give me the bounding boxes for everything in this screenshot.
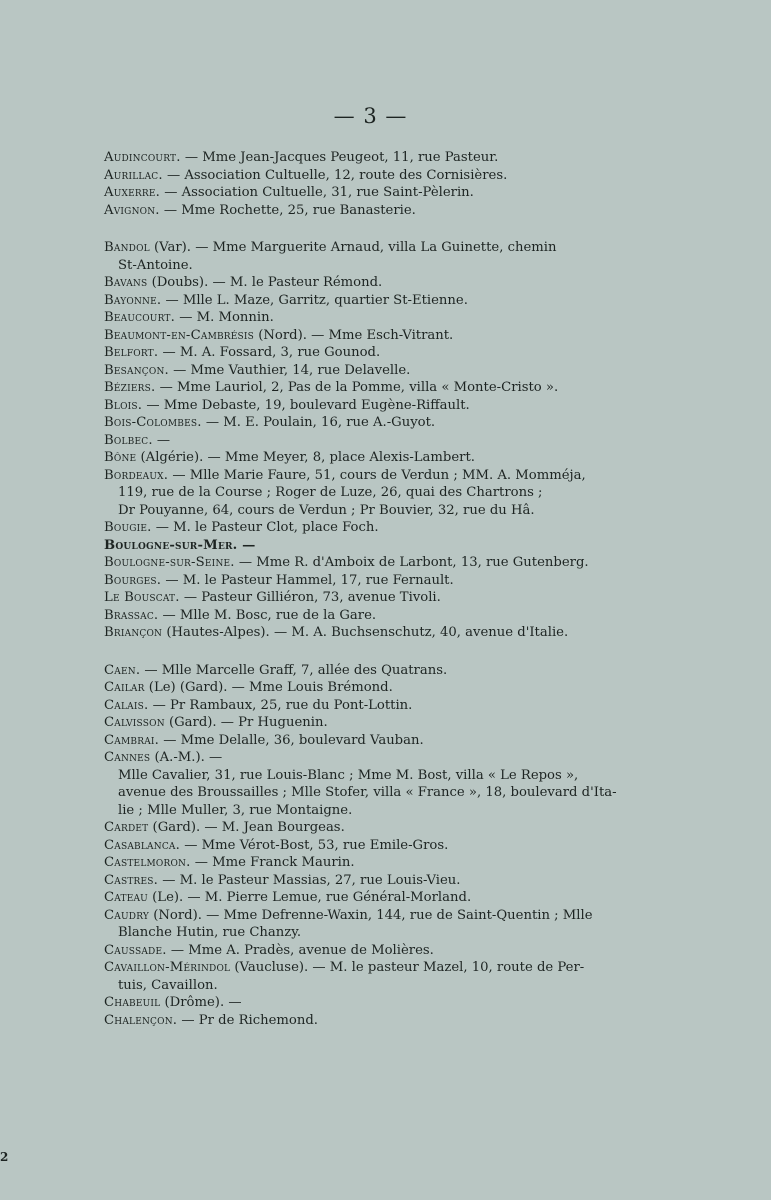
entry-text: — M. le Pasteur Massias, 27, rue Louis-Vieu. <box>158 872 461 888</box>
city-name: Bône <box>104 450 137 465</box>
city-name: Blois. <box>104 397 143 413</box>
entry-text: — Pr Rambaux, 25, rue du Pont-Lottin. <box>148 697 413 713</box>
entry-text: — <box>152 432 171 448</box>
directory-entry <box>104 942 644 960</box>
city-name: Bandol <box>104 240 150 255</box>
entry-text: (Vaucluse). — M. le pasteur Mazel, 10, route de Per- <box>230 960 585 975</box>
entry-line <box>104 624 644 642</box>
city-name: Boulogne-sur-Seine. <box>104 555 235 570</box>
entry-line <box>104 414 644 432</box>
entry-line <box>104 854 644 872</box>
entry-line <box>104 502 644 520</box>
directory-entry <box>104 819 644 837</box>
directory-entry <box>104 379 644 397</box>
entry-line <box>104 977 644 995</box>
city-name: Audincourt. <box>104 150 181 165</box>
city-name: Le Bouscat. <box>104 590 180 605</box>
entry-text: tuis, Cavaillon. <box>118 977 218 993</box>
entry-text: — Mme Lauriol, 2, Pas de la Pomme, villa « Monte-Cristo ». <box>155 380 559 395</box>
entry-line <box>104 679 644 697</box>
entry-text: (Hautes-Alpes). — M. A. Buchsenschutz, 40, avenue d'Italie. <box>162 625 569 640</box>
city-name: Bavans <box>104 275 148 290</box>
city-name: Castelmoron. <box>104 855 191 870</box>
entry-text: Blanche Hutin, rue Chanzy. <box>118 925 302 940</box>
entry-line <box>104 467 644 485</box>
entry-text: — Pr de Richemond. <box>177 1012 318 1028</box>
entry-line <box>104 889 644 907</box>
letter-group <box>104 662 644 1030</box>
entry-line <box>104 537 644 555</box>
entry-line <box>104 202 644 220</box>
entry-line <box>104 907 644 925</box>
entry-text: — Mme A. Pradès, avenue de Molières. <box>166 942 434 958</box>
entry-line <box>104 292 644 310</box>
directory-entry <box>104 589 644 607</box>
entry-text: (Le). — M. Pierre Lemue, rue Général-Morland. <box>147 890 472 905</box>
city-name: Cannes <box>104 750 151 765</box>
entry-text: (A.-M.). — <box>150 750 223 765</box>
entry-line <box>104 732 644 750</box>
city-name: Bougie. <box>104 520 152 535</box>
entry-line <box>104 607 644 625</box>
city-name: Boulogne-sur-Mer. <box>104 537 238 553</box>
entry-text: (Gard). — Pr Huguenin. <box>164 715 328 730</box>
city-name: Beaumont-en-Cambrésis <box>104 327 255 343</box>
entry-text: — Mlle Marie Faure, 51, cours de Verdun ; MM. A. Momméja, <box>168 467 586 483</box>
city-name: Chabeuil <box>104 995 161 1010</box>
city-name: Bourges. <box>104 572 162 588</box>
entry-text: (Drôme). — <box>160 995 242 1010</box>
entry-line <box>104 432 644 450</box>
entry-line <box>104 767 644 785</box>
entry-line <box>104 1012 644 1030</box>
entry-line <box>104 837 644 855</box>
directory-entry <box>104 994 644 1012</box>
directory-entry <box>104 292 644 310</box>
entry-text: Mlle Cavalier, 31, rue Louis-Blanc ; Mme M. Bost, villa « Le Repos », <box>118 767 579 783</box>
entry-text: — Association Cultuelle, 31, rue Saint-Pèlerin. <box>160 185 474 200</box>
entry-text: (Nord). — Mme Esch-Vitrant. <box>254 327 454 343</box>
directory-entry <box>104 327 644 345</box>
directory-entry <box>104 554 644 572</box>
directory-entry <box>104 362 644 380</box>
entry-line <box>104 149 644 167</box>
city-name: Avignon. <box>104 202 160 218</box>
entry-line <box>104 662 644 680</box>
entry-text: (Var). — Mme Marguerite Arnaud, villa La Guinette, chemin <box>149 240 557 255</box>
city-name: Beaucourt. <box>104 310 176 325</box>
edge-mark: 2 <box>0 1150 9 1164</box>
city-name: Calvisson <box>104 715 165 730</box>
entry-line <box>104 994 644 1012</box>
directory-entry <box>104 274 644 292</box>
directory-entry <box>104 397 644 415</box>
entry-text: — Mlle M. Bosc, rue de la Gare. <box>158 607 377 623</box>
directory-entry <box>104 854 644 872</box>
directory-entry <box>104 697 644 715</box>
directory-entry <box>104 239 644 274</box>
entry-line <box>104 942 644 960</box>
entry-line <box>104 484 644 502</box>
entry-text: — M. le Pasteur Clot, place Foch. <box>151 520 379 535</box>
entry-text: — M. A. Fossard, 3, rue Gounod. <box>158 345 381 360</box>
entry-text: — Mme Vérot-Bost, 53, rue Emile-Gros. <box>180 837 449 853</box>
city-name: Calais. <box>104 697 149 713</box>
directory-entry <box>104 344 644 362</box>
directory-entry <box>104 872 644 890</box>
entry-text: — Mlle L. Maze, Garritz, quartier St-Etienne. <box>161 292 468 308</box>
city-name: Briançon <box>104 625 163 640</box>
entry-text: St-Antoine. <box>118 257 193 273</box>
entry-text: — Mme Vauthier, 14, rue Delavelle. <box>168 362 411 378</box>
entry-line <box>104 344 644 362</box>
directory-entry <box>104 149 644 167</box>
entry-text: — Mme Franck Maurin. <box>190 855 355 870</box>
entry-line <box>104 362 644 380</box>
entry-line <box>104 167 644 185</box>
directory-entry <box>104 432 644 450</box>
letter-group <box>104 239 644 642</box>
directory-listing <box>104 149 644 1049</box>
entry-text: (Le) (Gard). — Mme Louis Brémond. <box>144 680 393 695</box>
city-name: Besançon. <box>104 362 169 378</box>
directory-entry <box>104 202 644 220</box>
directory-entry <box>104 889 644 907</box>
entry-line <box>104 749 644 767</box>
entry-line <box>104 397 644 415</box>
entry-text: Dr Pouyanne, 64, cours de Verdun ; Pr Bouvier, 32, rue du Hâ. <box>118 502 535 518</box>
entry-text: (Doubs). — M. le Pasteur Rémond. <box>147 275 383 290</box>
city-name: Casablanca. <box>104 837 180 853</box>
city-name: Caen. <box>104 662 141 678</box>
directory-entry <box>104 837 644 855</box>
entry-line <box>104 327 644 345</box>
entry-text: — Pasteur Gilliéron, 73, avenue Tivoli. <box>179 590 441 605</box>
entry-text: — M. E. Poulain, 16, rue A.-Guyot. <box>201 415 436 430</box>
directory-entry <box>104 519 644 537</box>
city-name: Cavaillon-Mérindol <box>104 960 231 975</box>
directory-entry <box>104 624 644 642</box>
directory-entry <box>104 907 644 942</box>
directory-entry <box>104 167 644 185</box>
city-name: Brassac. <box>104 607 159 623</box>
letter-group <box>104 149 644 219</box>
entry-line <box>104 274 644 292</box>
city-name: Bayonne. <box>104 292 162 308</box>
city-name: Bolbec. <box>104 432 153 448</box>
entry-text: — Mme R. d'Amboix de Larbont, 13, rue Gutenberg. <box>234 555 589 570</box>
entry-line <box>104 449 644 467</box>
directory-entry <box>104 449 644 467</box>
city-name: Belfort. <box>104 345 159 360</box>
directory-entry <box>104 607 644 625</box>
city-name: Auxerre. <box>104 185 161 200</box>
entry-line <box>104 572 644 590</box>
entry-line <box>104 714 644 732</box>
directory-entry <box>104 537 644 555</box>
directory-entry <box>104 959 644 994</box>
directory-entry <box>104 184 644 202</box>
entry-line <box>104 802 644 820</box>
entry-text: — M. le Pasteur Hammel, 17, rue Fernault. <box>161 572 454 588</box>
page-number: — 3 — <box>333 104 408 128</box>
directory-entry <box>104 714 644 732</box>
directory-entry <box>104 749 644 819</box>
entry-text: — <box>237 537 256 553</box>
directory-entry <box>104 679 644 697</box>
entry-line <box>104 554 644 572</box>
directory-entry <box>104 1012 644 1030</box>
entry-line <box>104 309 644 327</box>
entry-text: — Mlle Marcelle Graff, 7, allée des Quatrans. <box>140 662 448 678</box>
city-name: Bois-Colombes. <box>104 415 202 430</box>
entry-line <box>104 589 644 607</box>
city-name: Aurillac. <box>104 167 163 183</box>
entry-text: (Gard). — M. Jean Bourgeas. <box>148 820 345 835</box>
city-name: Cailar <box>104 680 145 695</box>
entry-line <box>104 239 644 257</box>
entry-text: — Mme Delalle, 36, boulevard Vauban. <box>159 732 424 748</box>
entry-text: — M. Monnin. <box>175 310 274 325</box>
directory-entry <box>104 572 644 590</box>
city-name: Cateau <box>104 890 148 905</box>
entry-line <box>104 819 644 837</box>
entry-line <box>104 257 644 275</box>
city-name: Cardet <box>104 820 149 835</box>
city-name: Castres. <box>104 872 159 888</box>
entry-line <box>104 959 644 977</box>
entry-line <box>104 519 644 537</box>
directory-entry <box>104 309 644 327</box>
entry-text: lie ; Mlle Muller, 3, rue Montaigne. <box>118 802 353 818</box>
city-name: Caudry <box>104 907 150 923</box>
entry-line <box>104 784 644 802</box>
city-name: Béziers. <box>104 380 156 395</box>
entry-text: — Mme Rochette, 25, rue Banasterie. <box>159 202 416 218</box>
entry-text: avenue des Broussailles ; Mlle Stofer, villa « France », 18, boulevard d'Ita- <box>118 785 617 800</box>
city-name: Chalençon. <box>104 1012 178 1028</box>
entry-line <box>104 697 644 715</box>
entry-text: (Algérie). — Mme Meyer, 8, place Alexis-Lambert. <box>136 450 475 465</box>
entry-line <box>104 872 644 890</box>
entry-text: — Mme Debaste, 19, boulevard Eugène-Riffault. <box>142 397 470 413</box>
city-name: Bordeaux. <box>104 467 169 483</box>
directory-entry <box>104 414 644 432</box>
entry-text: 119, rue de la Course ; Roger de Luze, 26, quai des Chartrons ; <box>118 485 543 500</box>
directory-entry <box>104 467 644 520</box>
entry-text: — Mme Jean-Jacques Peugeot, 11, rue Pasteur. <box>180 150 499 165</box>
entry-line <box>104 184 644 202</box>
entry-line <box>104 924 644 942</box>
directory-entry <box>104 732 644 750</box>
city-name: Cambrai. <box>104 732 160 748</box>
entry-text: (Nord). — Mme Defrenne-Waxin, 144, rue de Saint-Quentin ; Mlle <box>149 907 593 923</box>
city-name: Caussade. <box>104 942 167 958</box>
entry-line <box>104 379 644 397</box>
directory-entry <box>104 662 644 680</box>
entry-text: — Association Cultuelle, 12, route des Cornisières. <box>162 167 508 183</box>
